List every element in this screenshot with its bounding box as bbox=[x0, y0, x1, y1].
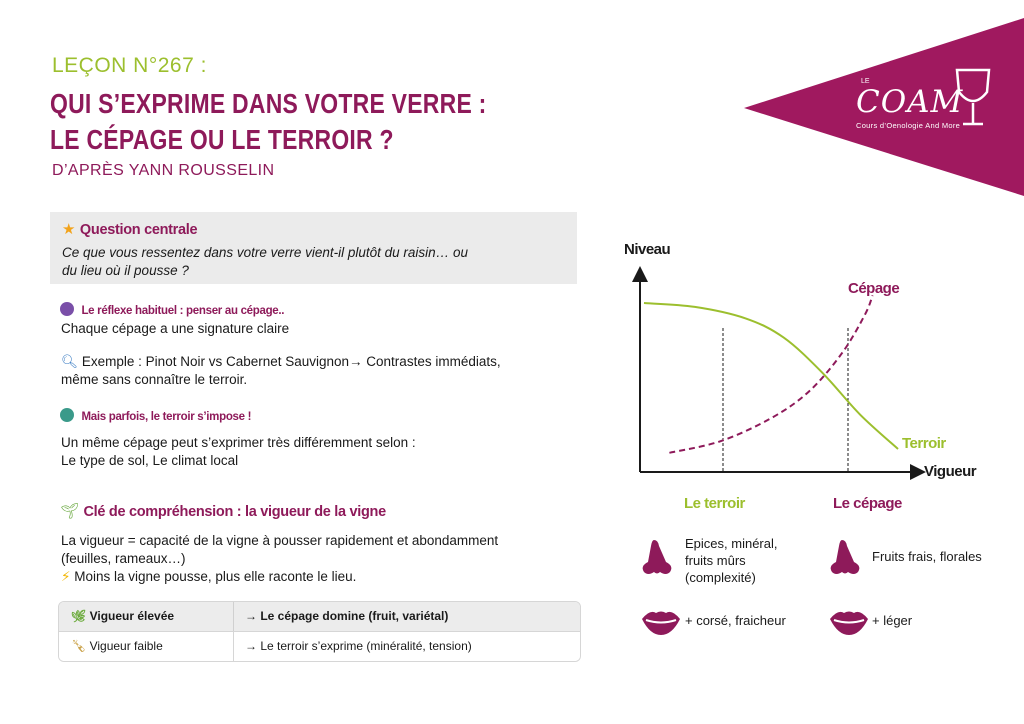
series-terroir-line bbox=[644, 303, 898, 449]
lips-icon bbox=[828, 607, 870, 637]
reflexe-text: Chaque cépage a une signature claire bbox=[61, 321, 290, 336]
logo-name: COAM bbox=[856, 84, 964, 120]
cepage-mouth: + léger bbox=[872, 613, 913, 628]
cle-text-line1: La vigueur = capacité de la vigne à pousser rapidement et abondamment bbox=[61, 533, 499, 548]
question-text-line1: Ce que vous ressentez dans votre verre vient-il plutôt du raisin… ou bbox=[62, 245, 468, 260]
terroir-text-line2: Le type de sol, Le climat local bbox=[61, 453, 239, 468]
vigueur-chart bbox=[600, 230, 1000, 500]
region-label-terroir: Le terroir bbox=[684, 495, 745, 512]
terroir-text-line1: Un même cépage peut s’exprimer très différemment selon : bbox=[61, 435, 416, 450]
series-label-terroir: Terroir bbox=[902, 435, 946, 452]
question-text-line2: du lieu où il pousse ? bbox=[62, 263, 189, 278]
cle-text-line3: Moins la vigne pousse, plus elle raconte le lieu. bbox=[74, 569, 357, 584]
terroir-nose-line3: (complexité) bbox=[685, 570, 756, 585]
example-line1: Exemple : Pinot Noir vs Cabernet Sauvignon→ Contrastes immédiats, bbox=[81, 354, 501, 369]
table-cell: → Le terroir s’exprime (minéralité, tension) bbox=[245, 639, 472, 653]
series-label-cepage: Cépage bbox=[848, 280, 900, 297]
table-row bbox=[59, 632, 580, 661]
seedling-icon: 🌱︎ bbox=[60, 503, 80, 520]
lightning-icon: ⚡︎ bbox=[61, 569, 71, 584]
logo-le: LE bbox=[861, 78, 870, 85]
vigueur-table bbox=[58, 601, 581, 662]
nose-icon bbox=[640, 538, 674, 576]
y-axis-label: Niveau bbox=[624, 241, 671, 258]
cle-text-line2: (feuilles, rameaux…) bbox=[61, 551, 186, 566]
magnifier-icon: 🔍︎ bbox=[61, 354, 79, 369]
author: D’APRÈS YANN ROUSSELIN bbox=[52, 162, 275, 179]
cle-heading: Clé de compréhension : la vigueur de la vigne bbox=[83, 504, 386, 520]
table-cell: Vigueur élevée bbox=[89, 609, 175, 623]
table-cell: Vigueur faible bbox=[89, 639, 163, 653]
leaf-icon: 🌿︎ bbox=[71, 609, 87, 623]
terroir-mouth: + corsé, fraicheur bbox=[685, 613, 786, 628]
grape-icon bbox=[60, 302, 74, 316]
x-axis-label: Vigueur bbox=[924, 463, 977, 480]
terroir-nose-line2: fruits mûrs bbox=[685, 553, 746, 568]
table-cell: → Le cépage domine (fruit, variétal) bbox=[245, 609, 449, 623]
terroir-heading: Mais parfois, le terroir s’impose ! bbox=[81, 411, 252, 423]
globe-icon bbox=[60, 408, 74, 422]
terroir-nose-line1: Epices, minéral, bbox=[685, 536, 778, 551]
reflexe-heading: Le réflexe habituel : penser au cépage.. bbox=[81, 305, 285, 317]
cepage-nose: Fruits frais, florales bbox=[872, 549, 982, 564]
question-heading: Question centrale bbox=[79, 222, 198, 238]
lesson-number: LEÇON N°267 : bbox=[52, 54, 207, 77]
region-label-cepage: Le cépage bbox=[833, 495, 902, 512]
lips-icon bbox=[640, 607, 682, 637]
star-icon: ★ bbox=[62, 221, 76, 238]
page-title-line1: QUI S’EXPRIME DANS VOTRE VERRE : bbox=[50, 88, 487, 119]
logo-subtitle: Cours d’Oenologie And More bbox=[856, 121, 961, 130]
wine-bottle-icon: 🍾︎ bbox=[71, 639, 87, 653]
page-title-line2: LE CÉPAGE OU LE TERROIR ? bbox=[50, 124, 394, 155]
nose-icon bbox=[828, 538, 862, 576]
series-cepage-line bbox=[669, 295, 872, 452]
question-box bbox=[50, 212, 577, 284]
table-row bbox=[59, 602, 580, 631]
example-line2: même sans connaître le terroir. bbox=[61, 372, 248, 387]
